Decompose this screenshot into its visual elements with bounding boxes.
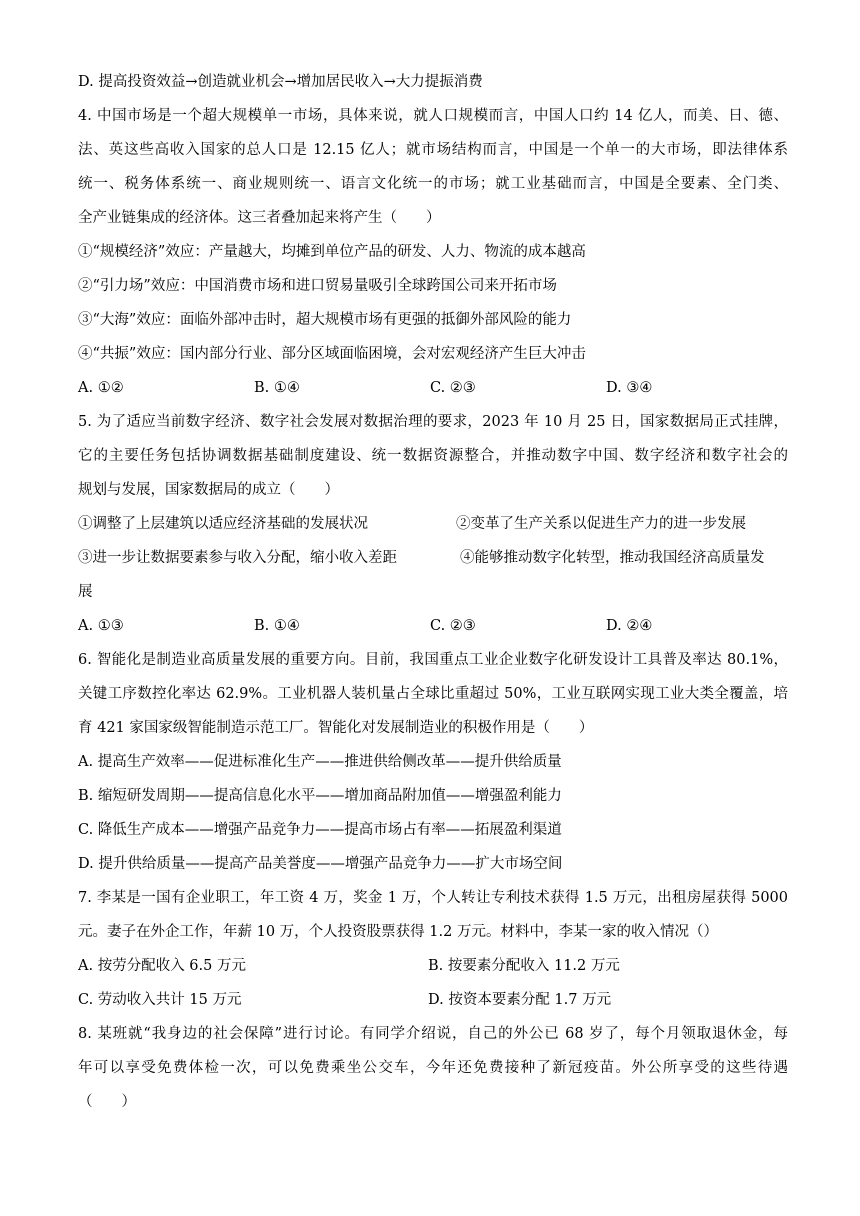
q4-stem-line-1: 4. 中国市场是一个超大规模单一市场，具体来说，就人口规模而言，中国人口约 14 亿人，而美、日、德、: [78, 108, 788, 124]
q5-stem-line-3: 规划与发展，国家数据局的成立（ ）: [78, 482, 339, 498]
q4-statement-4: ④“共振”效应：国内部分行业、部分区域面临困境，会对宏观经济产生巨大冲击: [78, 346, 586, 362]
q5-statement-2: ②变革了生产关系以促进生产力的进一步发展: [456, 516, 746, 532]
q6-stem-line-1: 6. 智能化是制造业高质量发展的重要方向。目前，我国重点工业企业数字化研发设计工具普及率达 80.1%，: [78, 652, 788, 668]
q4-stem-line-2: 法、英这些高收入国家的总人口是 12.15 亿人；就市场结构而言，中国是一个单一的大市场，即法律体系: [78, 142, 788, 158]
q6-stem-line-2: 关键工序数控化率达 62.9%。工业机器人装机量占全球比重超过 50%，工业互联网实现工业大类全覆盖，培: [78, 686, 788, 702]
q7-options-row-2: [78, 990, 788, 1010]
q5-option-b[interactable]: B. ①④: [254, 618, 300, 634]
q8-stem-line-1: 8. 某班就“我身边的社会保障”进行讨论。有同学介绍说，自己的外公已 68 岁了，每个月领取退休金，每: [78, 1026, 788, 1042]
q6-stem-line-3: 育 421 家国家级智能制造示范工厂。智能化对发展制造业的积极作用是（ ）: [78, 720, 594, 736]
q7-option-b[interactable]: B. 按要素分配收入 11.2 万元: [428, 958, 620, 974]
q4-statement-2: ②“引力场”效应：中国消费市场和进口贸易量吸引全球跨国公司来开拓市场: [78, 278, 557, 294]
q6-option-a[interactable]: A. 提高生产效率——促进标准化生产——推进供给侧改革——提升供给质量: [78, 754, 562, 770]
q5-stem-line-1: 5. 为了适应当前数字经济、数字社会发展对数据治理的要求，2023 年 10 月 25 日，国家数据局正式挂牌，: [78, 414, 788, 430]
q7-option-c[interactable]: C. 劳动收入共计 15 万元: [78, 992, 242, 1008]
q4-statement-3: ③“大海”效应：面临外部冲击时，超大规模市场有更强的抵御外部风险的能力: [78, 312, 572, 328]
q5-option-a[interactable]: A. ①③: [78, 618, 124, 634]
q3-option-d: D. 提高投资效益→创造就业机会→增加居民收入→大力提振消费: [78, 74, 483, 90]
q8-stem-line-3: （ ）: [78, 1094, 136, 1110]
q6-option-c[interactable]: C. 降低生产成本——增强产品竞争力——提高市场占有率——拓展盈利渠道: [78, 822, 562, 838]
q6-option-d[interactable]: D. 提升供给质量——提高产品美誉度——增强产品竞争力——扩大市场空间: [78, 856, 563, 872]
q5-statement-4: ④能够推动数字化转型，推动我国经济高质量发: [460, 550, 765, 566]
q4-statement-1: ①“规模经济”效应：产量越大，均摊到单位产品的研发、人力、物流的成本越高: [78, 244, 586, 260]
q8-stem-line-2: 年可以享受免费体检一次，可以免费乘坐公交车，今年还免费接种了新冠疫苗。外公所享受的这些待遇: [78, 1060, 788, 1076]
q5-options: [78, 616, 788, 636]
q5-statements-row-1: [78, 514, 788, 534]
q4-option-c[interactable]: C. ②③: [430, 380, 476, 396]
q4-stem-line-3: 统一、税务体系统一、商业规则统一、语言文化统一的市场；就工业基础而言，中国是全要素、全门类、: [78, 176, 788, 192]
q7-stem-line-1: 7. 李某是一国有企业职工，年工资 4 万，奖金 1 万，个人转让专利技术获得 1.5 万元，出租房屋获得 5000: [78, 890, 788, 906]
q5-stem-line-2: 它的主要任务包括协调数据基础制度建设、统一数据资源整合，并推动数字中国、数字经济和数字社会的: [78, 448, 788, 464]
q5-statements-row-2: [78, 548, 788, 568]
q5-option-c[interactable]: C. ②③: [430, 618, 476, 634]
q6-option-b[interactable]: B. 缩短研发周期——提高信息化水平——增加商品附加值——增强盈利能力: [78, 788, 562, 804]
q7-stem-line-2: 元。妻子在外企工作，年薪 10 万，个人投资股票获得 1.2 万元。材料中，李某一家的收入情况（）: [78, 924, 718, 940]
q4-options: [78, 378, 788, 398]
q5-statement-1: ①调整了上层建筑以适应经济基础的发展状况: [78, 516, 368, 532]
q4-option-a[interactable]: A. ①②: [78, 380, 124, 396]
q4-option-b[interactable]: B. ①④: [254, 380, 300, 396]
q5-option-d[interactable]: D. ②④: [606, 618, 653, 634]
q4-stem-line-4: 全产业链集成的经济体。这三者叠加起来将产生（ ）: [78, 210, 441, 226]
q7-option-a[interactable]: A. 按劳分配收入 6.5 万元: [78, 958, 246, 974]
q5-statement-3: ③进一步让数据要素参与收入分配，缩小收入差距: [78, 550, 397, 566]
q4-option-d[interactable]: D. ③④: [606, 380, 653, 396]
q7-option-d[interactable]: D. 按资本要素分配 1.7 万元: [428, 992, 612, 1008]
q7-options-row-1: [78, 956, 788, 976]
q5-statement-4-cont: 展: [78, 584, 93, 600]
